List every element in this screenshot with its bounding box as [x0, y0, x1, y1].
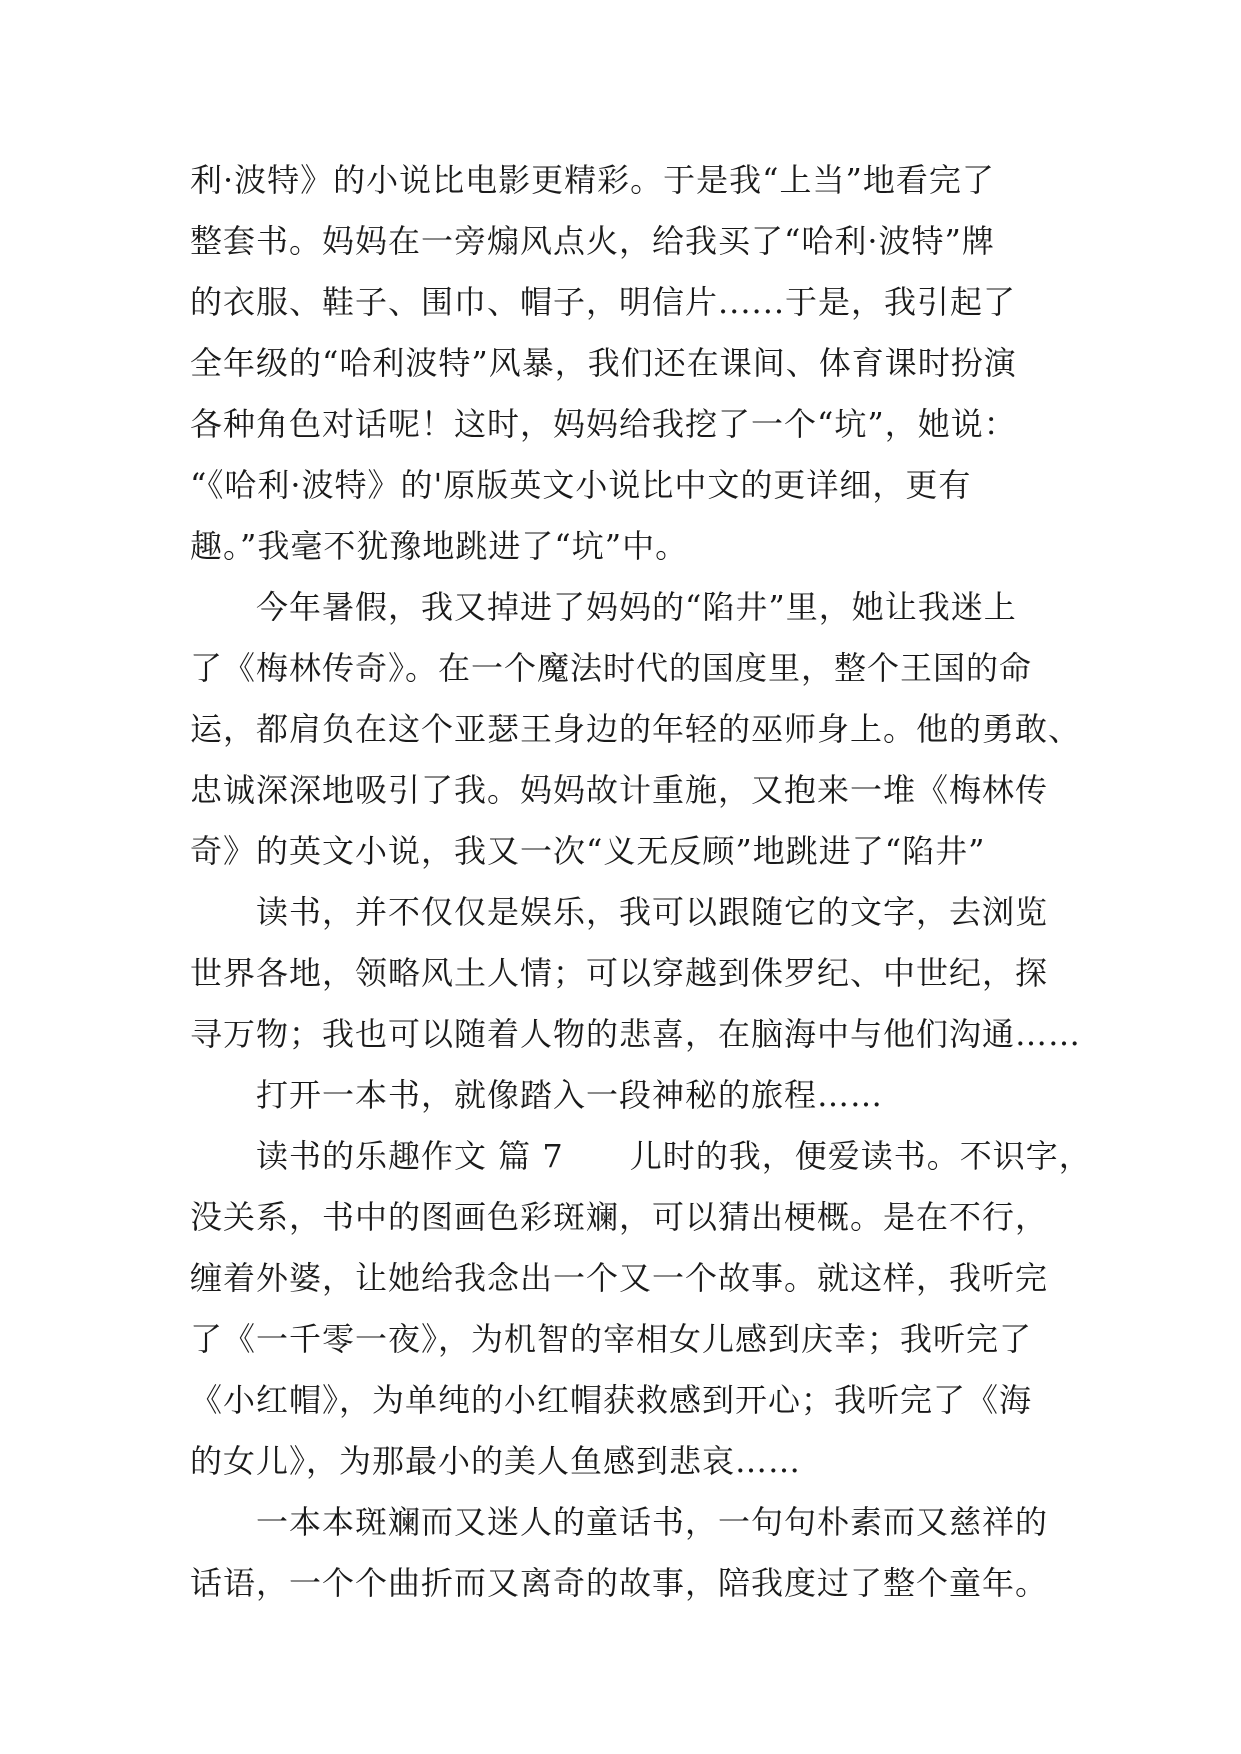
text-line: 各种角色对话呢！这时，妈妈给我挖了一个“坑”，她说：	[190, 405, 1017, 443]
text-line: 了《梅林传奇》。在一个魔法时代的国度里，整个王国的命	[190, 649, 1033, 687]
text-line: 利·波特》的小说比电影更精彩。于是我“上当”地看完了	[190, 161, 995, 199]
body-text	[190, 150, 1090, 1614]
text-line: 今年暑假，我又掉进了妈妈的“陷井”里，她让我迷上	[190, 588, 1017, 626]
text-line: 奇》的英文小说，我又一次“义无反顾”地跳进了“陷井”	[190, 832, 986, 870]
text-line: “《哈利·波特》的'原版英文小说比中文的更详细，更有	[190, 466, 972, 504]
text-line: 读书，并不仅仅是娱乐，我可以跟随它的文字，去浏览	[190, 893, 1049, 931]
text-line: 趣。”我毫不犹豫地跳进了“坑”中。	[190, 527, 689, 565]
text-line: 世界各地，领略风土人情；可以穿越到侏罗纪、中世纪，探	[190, 954, 1049, 992]
text-line: 没关系，书中的图画色彩斑斓，可以猜出梗概。是在不行，	[190, 1198, 1049, 1236]
text-line: 的衣服、鞋子、围巾、帽子，明信片......于是，我引起了	[190, 283, 1017, 321]
text-line: 全年级的“哈利波特”风暴，我们还在课间、体育课时扮演	[190, 344, 1017, 382]
text-line: 一本本斑斓而又迷人的童话书，一句句朴素而又慈祥的	[190, 1503, 1049, 1541]
text-line: 《小红帽》，为单纯的小红帽获救感到开心；我听完了《海	[190, 1381, 1033, 1419]
text-line: 寻万物；我也可以随着人物的悲喜，在脑海中与他们沟通……	[190, 1015, 1082, 1053]
text-line: 打开一本书，就像踏入一段神秘的旅程……	[190, 1076, 884, 1114]
text-line: 读书的乐趣作文 篇 7 儿时的我，便爱读书。不识字，	[190, 1137, 1092, 1175]
text-line: 缠着外婆，让她给我念出一个又一个故事。就这样，我听完	[190, 1259, 1049, 1297]
text-line: 运，都肩负在这个亚瑟王身边的年轻的巫师身上。他的勇敢、	[190, 710, 1082, 748]
text-line: 了《一千零一夜》，为机智的宰相女儿感到庆幸；我听完了	[190, 1320, 1033, 1358]
text-line: 忠诚深深地吸引了我。妈妈故计重施，又抱来一堆《梅林传	[190, 771, 1049, 809]
text-line: 整套书。妈妈在一旁煽风点火，给我买了“哈利·波特”牌	[190, 222, 995, 260]
text-line: 话语，一个个曲折而又离奇的故事，陪我度过了整个童年。	[190, 1564, 1049, 1602]
text-line: 的女儿》，为那最小的美人鱼感到悲哀……	[190, 1442, 802, 1480]
